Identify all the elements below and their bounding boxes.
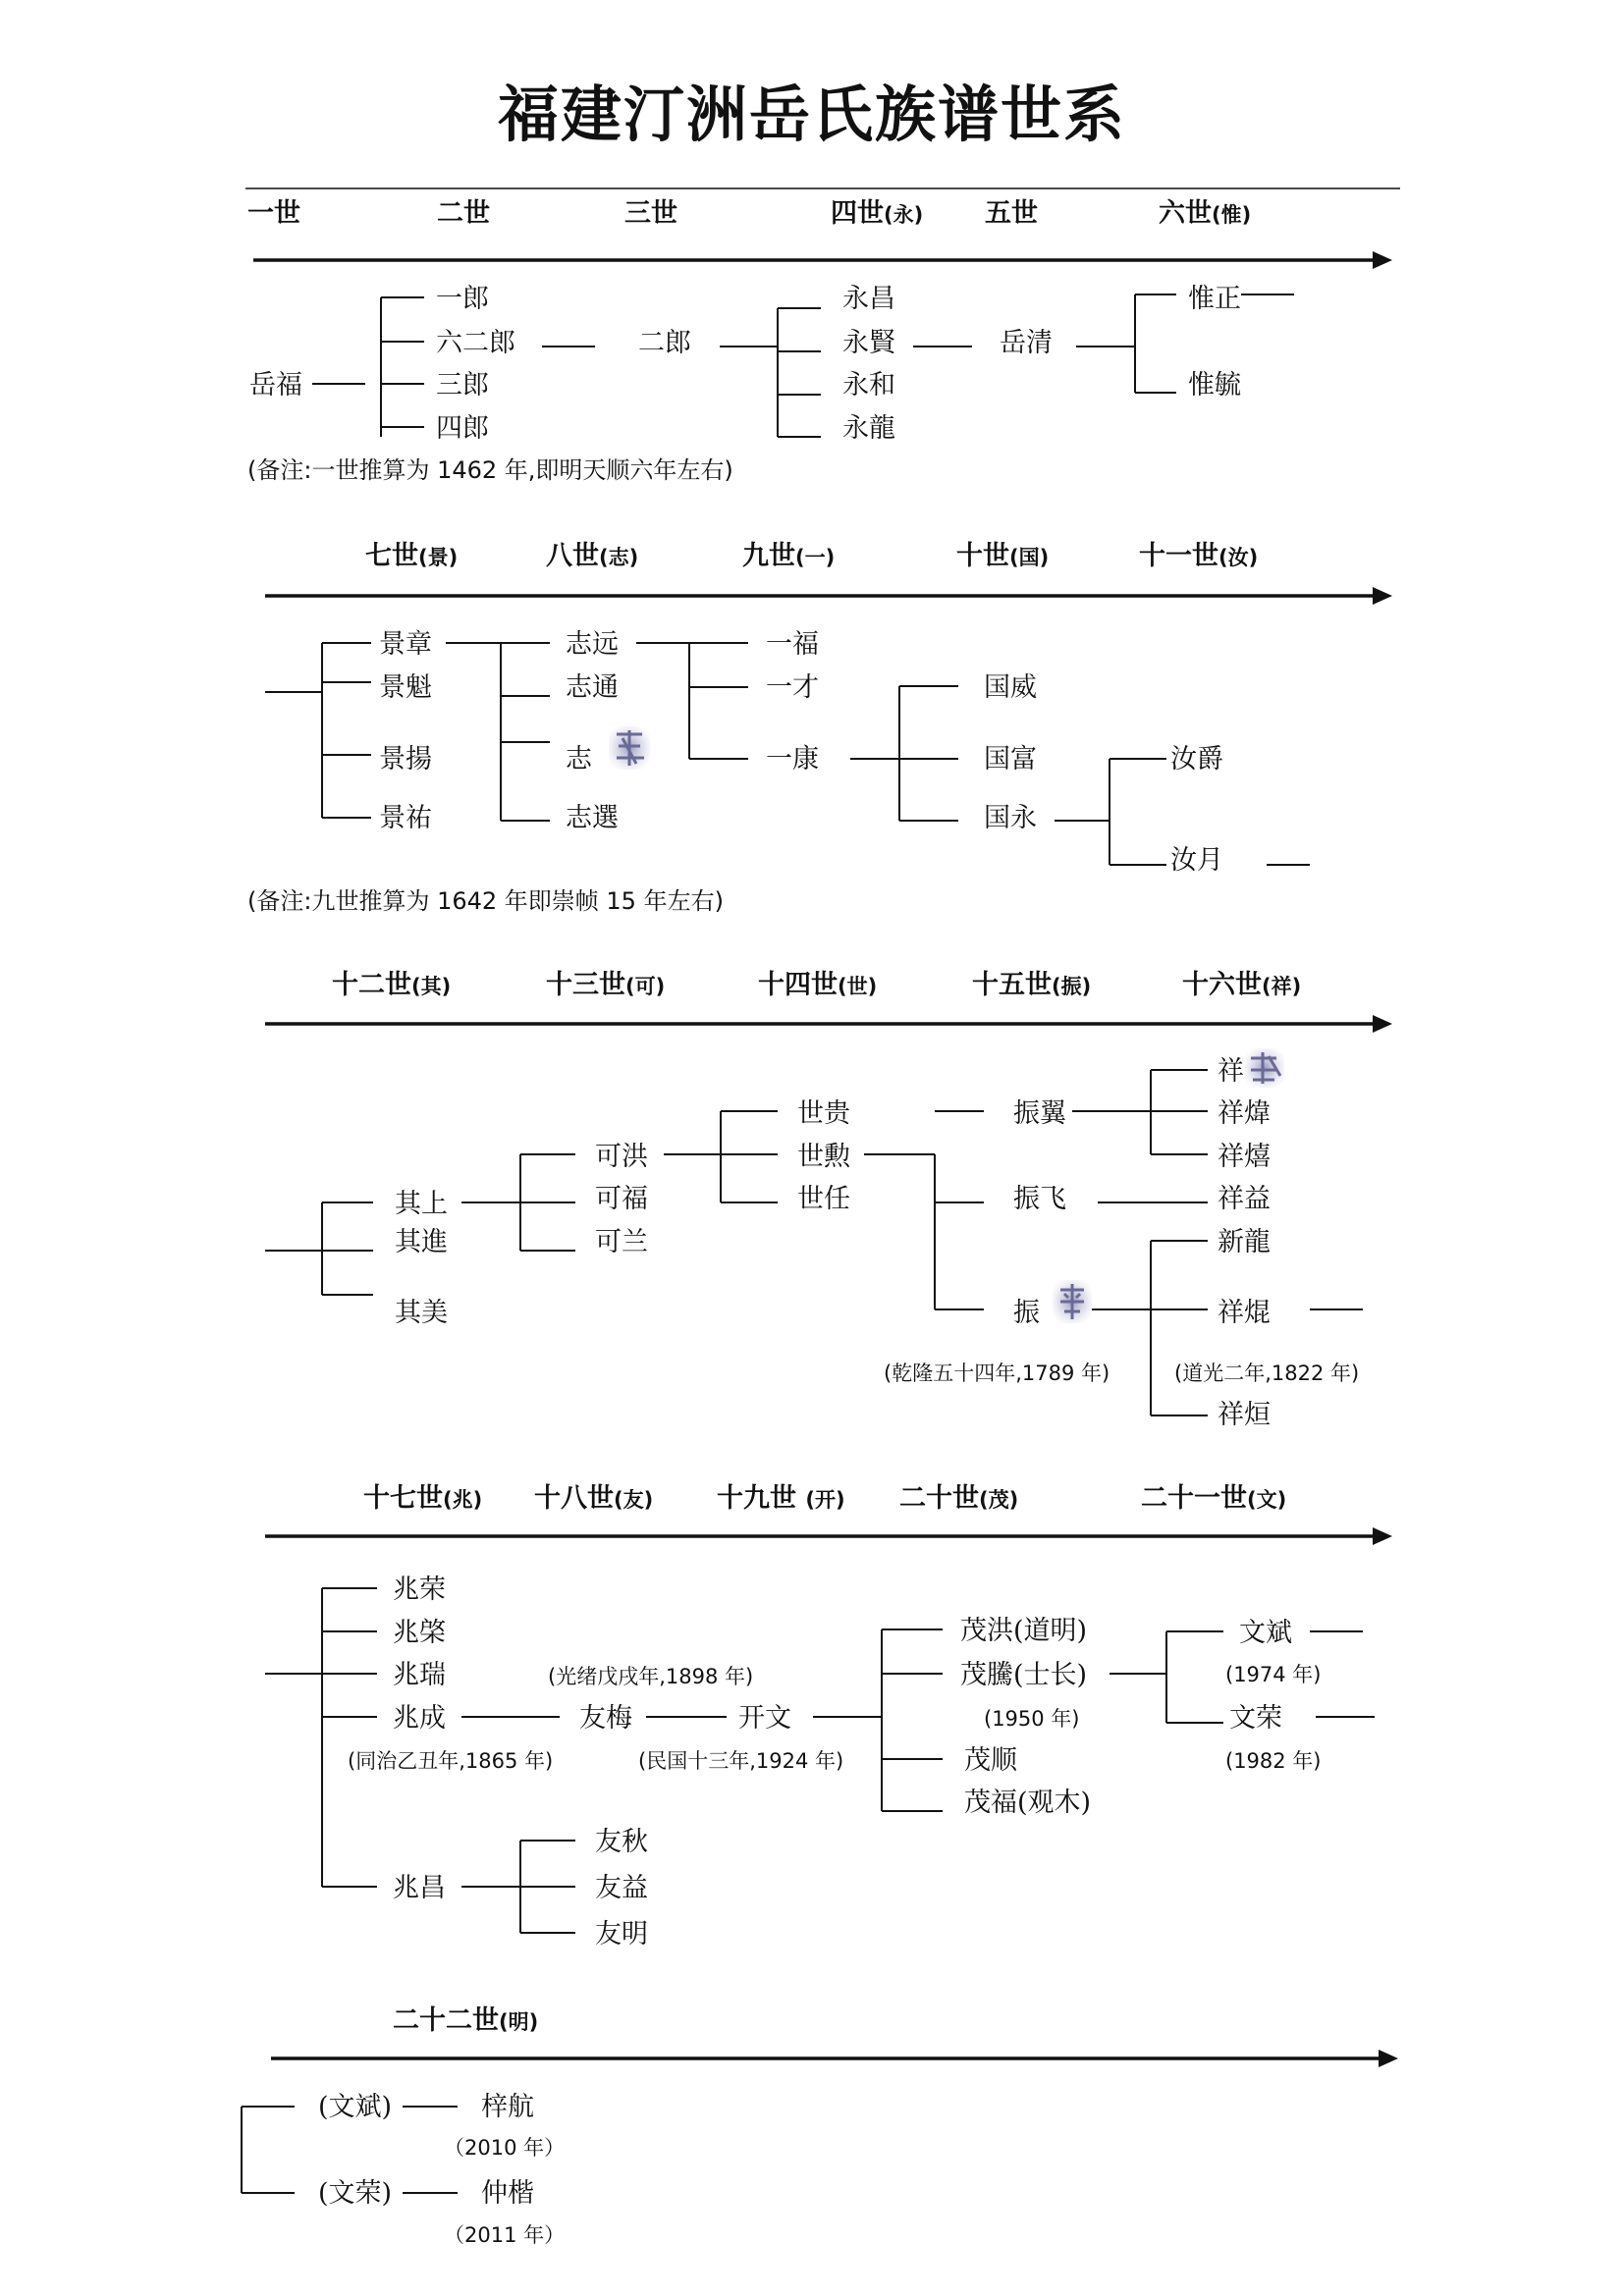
section-1-headers — [247, 198, 1251, 229]
gen-label: 十八世(友) — [534, 1483, 654, 1514]
person-name: 惟正 — [1188, 284, 1241, 314]
person-name: (文荣) — [318, 2178, 393, 2209]
person-name: 振翼 — [1013, 1098, 1066, 1129]
person-name: 茂顺 — [964, 1745, 1017, 1776]
person-name: 志選 — [566, 803, 619, 833]
person-name: 茂騰(士长) — [960, 1660, 1088, 1690]
person-name: 一才 — [766, 672, 819, 703]
gen-label: 一世 — [247, 198, 300, 229]
person-name: 友益 — [595, 1873, 648, 1903]
page-title: 福建汀洲岳氏族谱世系 — [497, 79, 1127, 150]
gen-label: 三世 — [624, 198, 677, 229]
person-name: 二郎 — [638, 328, 691, 358]
person-name: 可兰 — [595, 1227, 648, 1257]
gen-label: 十六世(祥) — [1182, 970, 1302, 1000]
gen-label: 六世(惟) — [1159, 198, 1252, 229]
date-annotation: (道光二年,1822 年) — [1174, 1362, 1360, 1385]
person-name: 景章 — [379, 629, 432, 660]
person-name: 三郎 — [436, 370, 489, 400]
person-name: 永昌 — [842, 284, 895, 314]
date-annotation: (同治乙丑年,1865 年) — [348, 1749, 554, 1773]
gen-label: 十世(国) — [956, 541, 1050, 571]
person-name: 岳福 — [249, 370, 302, 400]
handwritten-glyph-stamp — [609, 726, 650, 770]
person-name: 祥熺 — [1218, 1142, 1271, 1172]
person-name: 兆昌 — [393, 1873, 446, 1903]
person-name: 景祐 — [379, 803, 432, 833]
gen-label: 八世(志) — [546, 541, 639, 571]
person-name: 其上 — [395, 1189, 448, 1219]
person-name: 岳清 — [1000, 328, 1053, 358]
person-name: 六二郎 — [436, 328, 515, 358]
gen-label: 十五世(振) — [972, 970, 1092, 1000]
section-1-names — [249, 284, 1242, 444]
gen-label: 四世(永) — [831, 198, 924, 229]
date-annotation: (1982 年) — [1225, 1749, 1322, 1773]
gen-label: 二十二世(明) — [393, 2005, 539, 2036]
person-name: 永賢 — [842, 328, 895, 358]
person-name: 其進 — [395, 1227, 448, 1257]
gen-label: 十七世(兆) — [363, 1483, 483, 1514]
person-name: 祥煒 — [1218, 1098, 1271, 1129]
person-name: 可福 — [595, 1184, 648, 1214]
handwritten-glyph-stamp — [1245, 1048, 1284, 1088]
person-name: 文荣 — [1229, 1703, 1282, 1734]
person-name: 永和 — [842, 370, 895, 400]
person-name: 友明 — [595, 1919, 648, 1949]
person-name: 惟毓 — [1188, 370, 1241, 400]
section-note: (备注:一世推算为 1462 年,即明天顺六年左右) — [247, 456, 733, 484]
gen-label: 五世 — [985, 198, 1038, 229]
timeline-arrow — [265, 587, 1392, 605]
section-5-headers — [393, 2005, 538, 2036]
gen-label: 十九世 (开) — [717, 1483, 845, 1514]
person-name: 一康 — [766, 744, 819, 774]
person-name: 一福 — [766, 629, 819, 660]
person-name: 永龍 — [842, 413, 895, 444]
gen-label: 十四世(世) — [758, 970, 878, 1000]
person-name: 景魁 — [379, 672, 432, 703]
gen-label: 二十世(茂) — [899, 1483, 1019, 1514]
date-annotation: (民国十三年,1924 年) — [638, 1749, 844, 1773]
person-name: 祥 — [1218, 1056, 1244, 1087]
section-3-headers — [332, 970, 1301, 1000]
person-name: 茂洪(道明) — [960, 1616, 1088, 1646]
person-name: 世任 — [797, 1184, 850, 1214]
person-name: 文斌 — [1239, 1618, 1292, 1648]
person-name: 世贵 — [797, 1098, 850, 1129]
person-name: 新龍 — [1218, 1227, 1271, 1257]
date-annotation: (1950 年) — [984, 1707, 1080, 1731]
person-name: 志远 — [566, 629, 619, 660]
person-name: 国富 — [984, 744, 1037, 774]
gen-label: 七世(景) — [365, 541, 459, 571]
person-name: 祥益 — [1218, 1184, 1271, 1214]
person-name: 兆棨 — [393, 1618, 446, 1648]
timeline-arrow — [271, 2050, 1398, 2067]
timeline-arrow — [265, 1527, 1392, 1545]
date-annotation: （2011 年） — [444, 2223, 566, 2247]
section-3-names — [395, 1048, 1359, 1430]
person-name: 汝月 — [1170, 845, 1223, 876]
gen-label: 二十一世(文) — [1141, 1483, 1287, 1514]
person-name: 志 — [566, 744, 592, 774]
person-name: 振飞 — [1013, 1184, 1066, 1214]
person-name: 一郎 — [436, 284, 489, 314]
person-name: 志通 — [566, 672, 619, 703]
person-name: 景揚 — [379, 744, 432, 774]
person-name: 仲楷 — [481, 2178, 534, 2209]
gen-label: 二世 — [437, 198, 490, 229]
person-name: 梓航 — [481, 2092, 534, 2122]
person-name: 振 — [1013, 1298, 1040, 1328]
person-name: 国永 — [984, 803, 1037, 833]
section-note: (备注:九世推算为 1642 年即崇帧 15 年左右) — [247, 887, 724, 915]
person-name: 茂福(观木) — [964, 1788, 1092, 1818]
person-name: 世勲 — [797, 1142, 850, 1172]
section-2-headers — [365, 541, 1258, 571]
person-name: 开文 — [738, 1703, 791, 1734]
person-name: 汝爵 — [1170, 744, 1223, 774]
section-5-names — [318, 2092, 565, 2247]
section-4-headers — [363, 1483, 1286, 1514]
person-name: (文斌) — [318, 2092, 393, 2122]
person-name: 可洪 — [595, 1142, 648, 1172]
gen-label: 十三世(可) — [546, 970, 666, 1000]
person-name: 兆成 — [393, 1703, 446, 1734]
gen-label: 十二世(其) — [332, 970, 452, 1000]
person-name: 祥焜 — [1218, 1298, 1271, 1328]
date-annotation: (1974 年) — [1225, 1663, 1322, 1686]
date-annotation: （2010 年） — [444, 2136, 566, 2160]
timeline-arrow — [265, 1015, 1392, 1033]
gen-label: 十一世(汝) — [1139, 541, 1259, 571]
person-name: 四郎 — [436, 413, 489, 444]
person-name: 国威 — [984, 672, 1037, 703]
person-name: 兆荣 — [393, 1575, 446, 1605]
section-2-names — [379, 629, 1223, 876]
timeline-arrow — [253, 251, 1392, 269]
person-name: 友梅 — [579, 1703, 632, 1734]
person-name: 其美 — [395, 1298, 448, 1328]
person-name: 兆瑞 — [393, 1660, 446, 1690]
gen-label: 九世(一) — [742, 541, 836, 571]
handwritten-glyph-stamp — [1053, 1280, 1092, 1323]
person-name: 祥烜 — [1218, 1400, 1271, 1430]
person-name: 友秋 — [595, 1827, 648, 1857]
date-annotation: (光绪戊戌年,1898 年) — [548, 1665, 754, 1688]
date-annotation: (乾隆五十四年,1789 年) — [884, 1362, 1110, 1385]
